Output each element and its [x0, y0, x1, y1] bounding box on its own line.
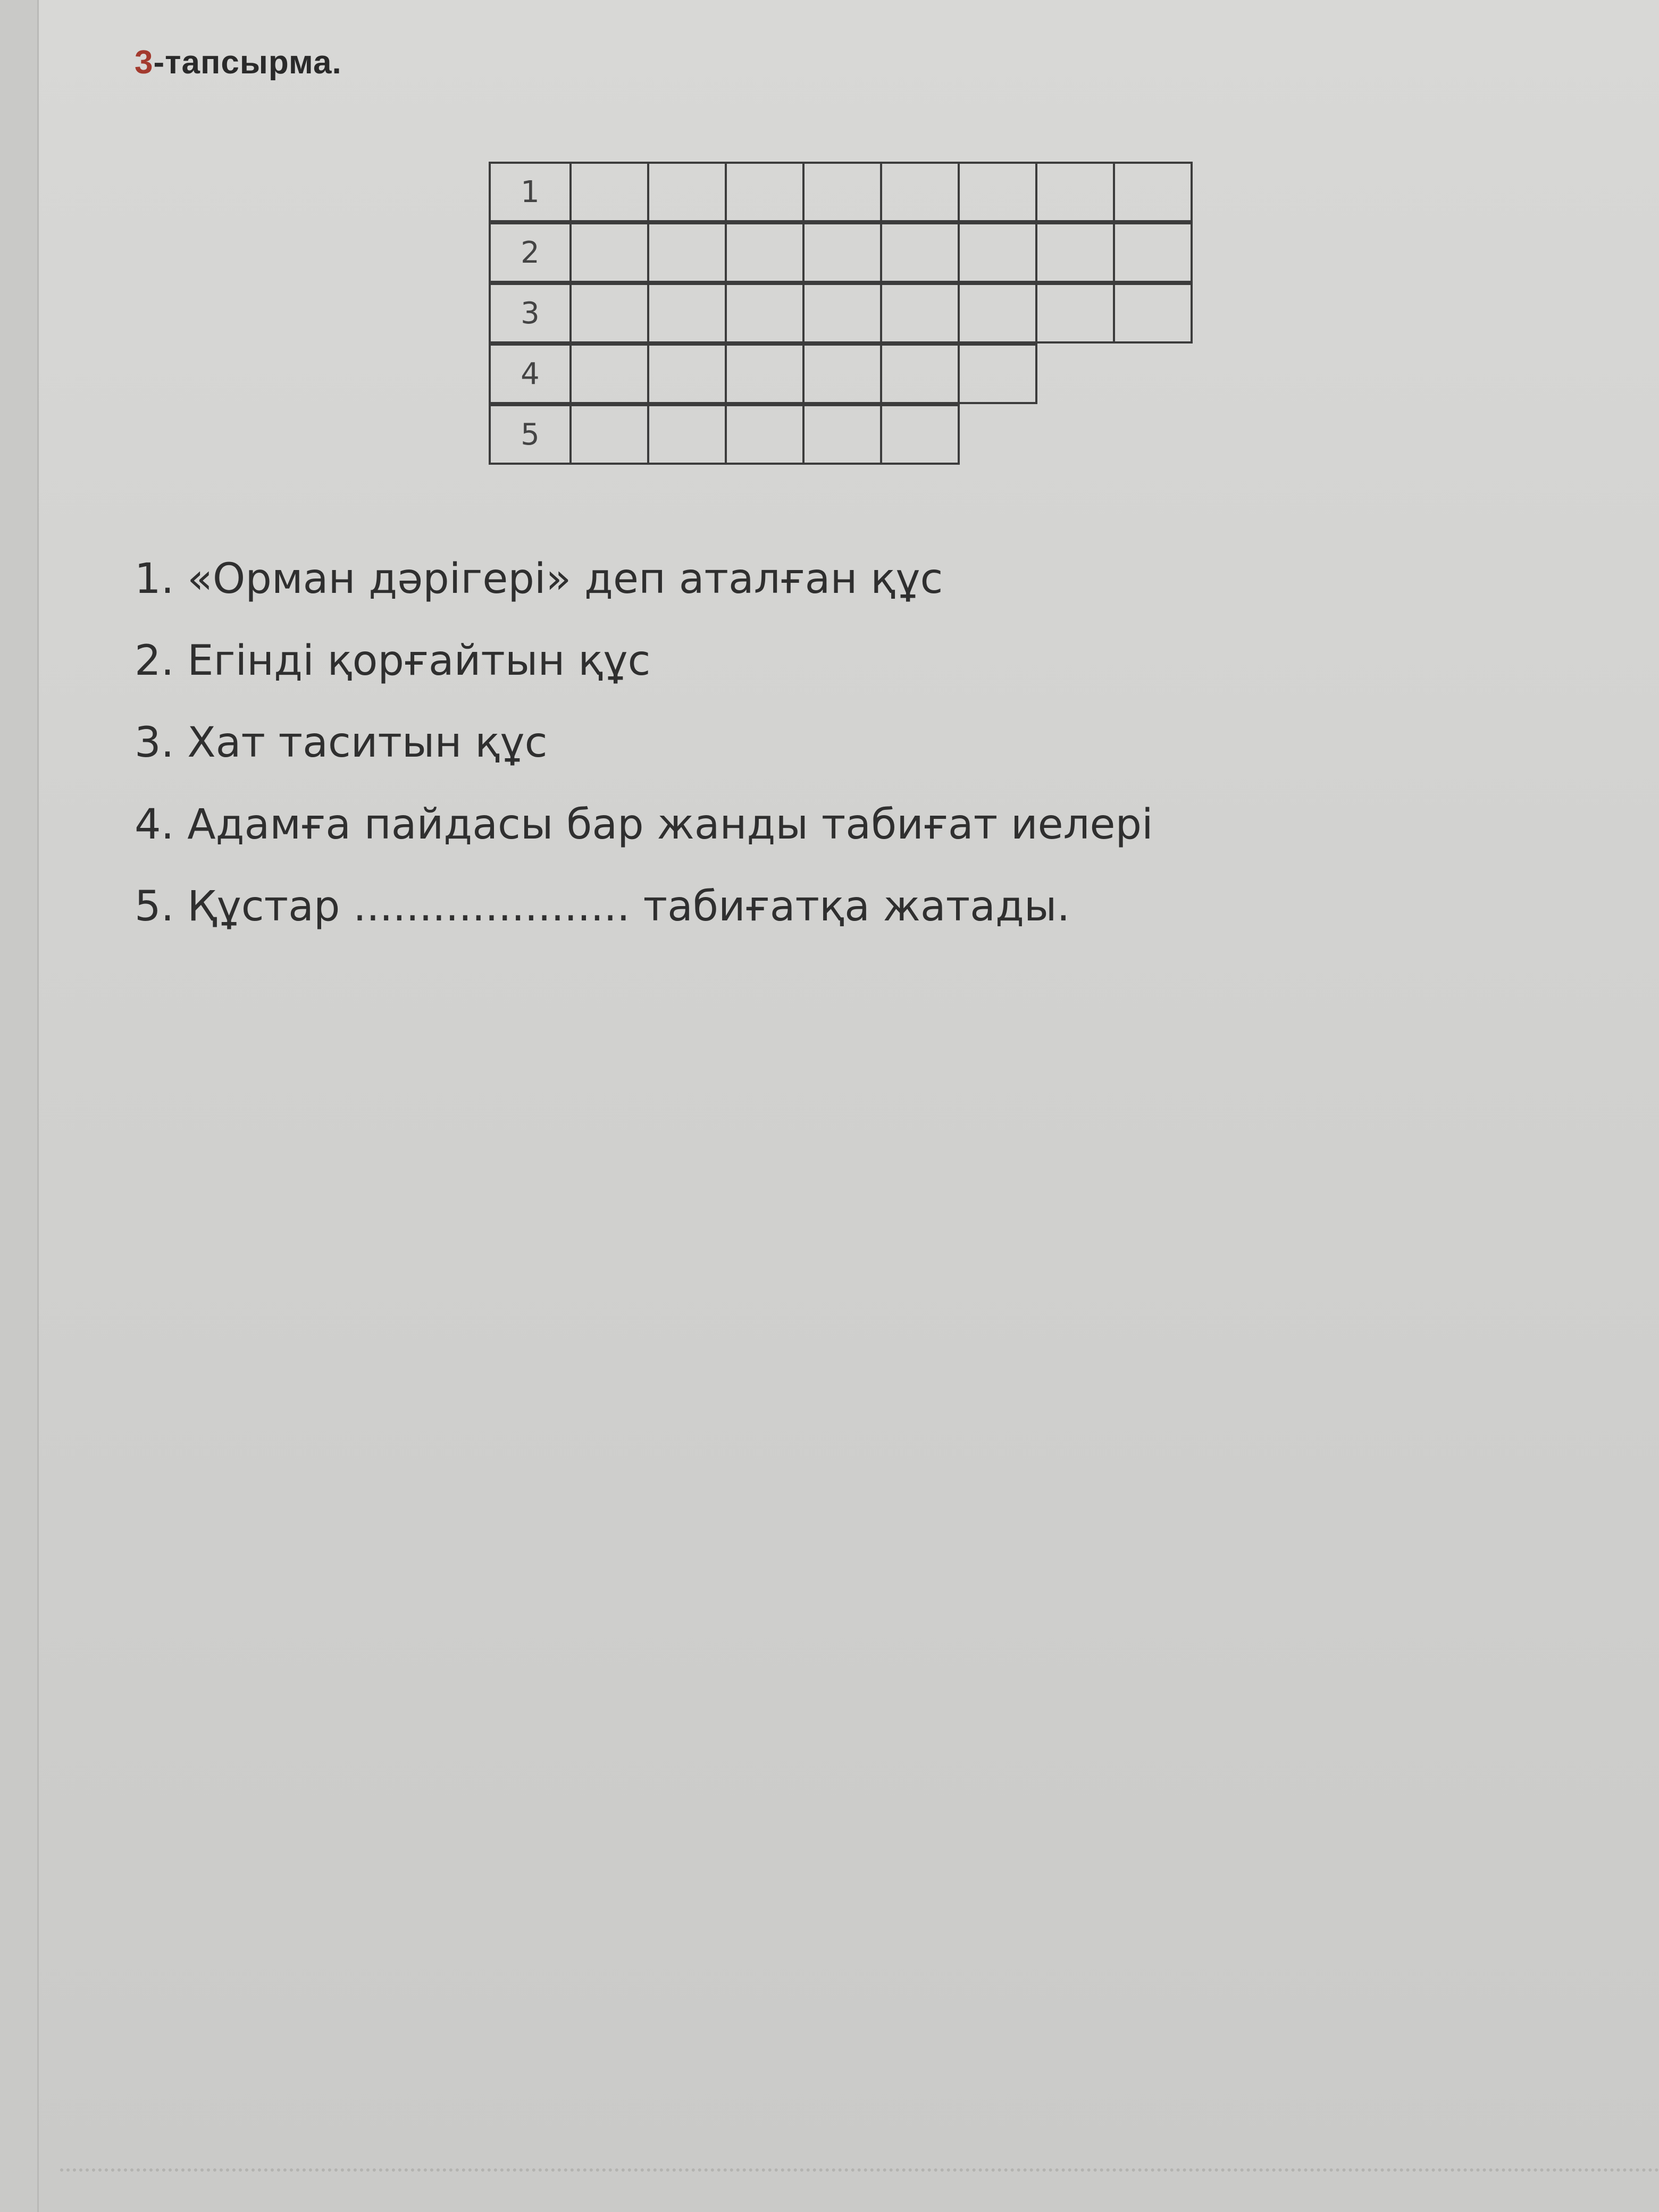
- crossword-row: [491, 285, 1193, 346]
- question-item: 5. Құстар ..................... табиғатқа жатады.: [135, 883, 1070, 931]
- crossword-cell[interactable]: [725, 404, 805, 465]
- crossword-cell[interactable]: [802, 404, 882, 465]
- task-title: [135, 44, 342, 81]
- crossword-cell[interactable]: [569, 404, 649, 465]
- crossword-cell[interactable]: [802, 343, 882, 404]
- crossword-row-number: 2: [489, 222, 572, 283]
- task-label: -тапсырма.: [153, 44, 342, 81]
- crossword-cell[interactable]: [647, 404, 727, 465]
- crossword-cell[interactable]: [647, 283, 727, 343]
- crossword-cell[interactable]: [1113, 283, 1193, 343]
- crossword-cell[interactable]: [725, 283, 805, 343]
- crossword-cell[interactable]: [1113, 222, 1193, 283]
- crossword-grid: [491, 164, 1193, 467]
- question-list: [135, 555, 1153, 968]
- crossword-cell[interactable]: [569, 222, 649, 283]
- crossword-cell[interactable]: [569, 162, 649, 222]
- crossword-row: [491, 346, 1193, 406]
- crossword-row: [491, 224, 1193, 285]
- question-item: 4. Адамға пайдасы бар жанды табиғат иелері: [135, 801, 1153, 849]
- crossword-cell[interactable]: [1035, 162, 1115, 222]
- crossword-cell[interactable]: [880, 343, 960, 404]
- crossword-row-number: 5: [489, 404, 572, 465]
- crossword-cell[interactable]: [802, 162, 882, 222]
- crossword-row-number: 4: [489, 343, 572, 404]
- crossword-cell[interactable]: [958, 283, 1037, 343]
- crossword-cell[interactable]: [725, 162, 805, 222]
- crossword-row-number: 1: [489, 162, 572, 222]
- crossword-row: [491, 406, 1193, 467]
- crossword-cell[interactable]: [802, 283, 882, 343]
- workbook-page: [37, 0, 1659, 2212]
- task-number: 3: [135, 44, 154, 81]
- crossword-cell[interactable]: [880, 162, 960, 222]
- question-item: 1. «Орман дәрігері» деп аталған құс: [135, 555, 943, 603]
- crossword-cell[interactable]: [958, 162, 1037, 222]
- crossword-cell[interactable]: [1035, 283, 1115, 343]
- crossword-cell[interactable]: [1035, 222, 1115, 283]
- crossword-cell[interactable]: [725, 343, 805, 404]
- crossword-cell[interactable]: [569, 283, 649, 343]
- crossword-cell[interactable]: [725, 222, 805, 283]
- crossword-cell[interactable]: [1113, 162, 1193, 222]
- crossword-cell[interactable]: [647, 343, 727, 404]
- crossword-row-number: 3: [489, 283, 572, 343]
- crossword-cell[interactable]: [880, 222, 960, 283]
- question-item: 2. Егінді қорғайтын құс: [135, 637, 651, 685]
- crossword-cell[interactable]: [958, 222, 1037, 283]
- crossword-cell[interactable]: [802, 222, 882, 283]
- crossword-cell[interactable]: [880, 283, 960, 343]
- crossword-row: [491, 164, 1193, 224]
- crossword-cell[interactable]: [880, 404, 960, 465]
- crossword-cell[interactable]: [647, 162, 727, 222]
- crossword-cell[interactable]: [647, 222, 727, 283]
- crossword-cell[interactable]: [958, 343, 1037, 404]
- question-item: 3. Хат таситын құс: [135, 719, 548, 767]
- crossword-cell[interactable]: [569, 343, 649, 404]
- page-edge-divider: [60, 2168, 1659, 2172]
